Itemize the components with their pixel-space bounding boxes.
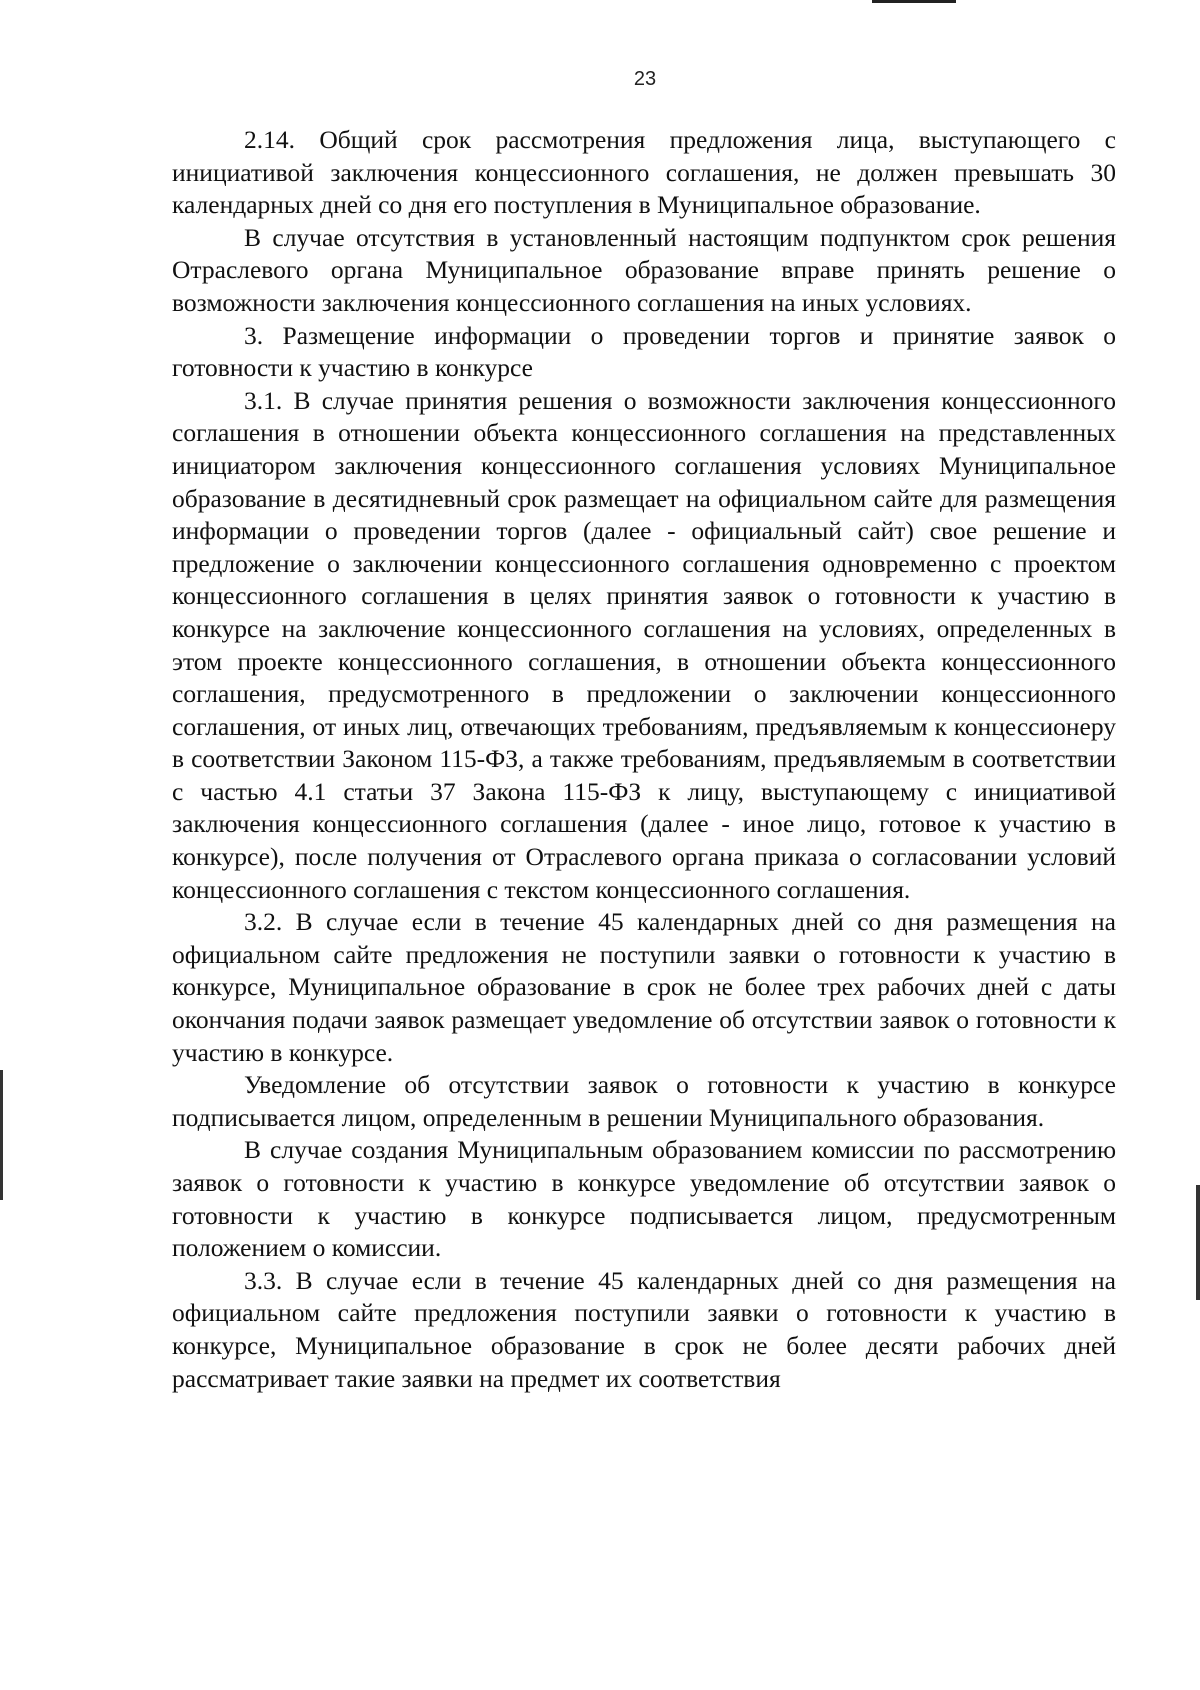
paragraph-3-2: 3.2. В случае если в течение 45 календарных дней со дня размещения на официальном сайте предложения не поступили заявки о готовности к участию в конкурсе, Муниципальное образование в срок не более трех рабочих дней с даты окончания подачи заявок размещает уведомление об отсутствии заявок о готовности к участию в конкурсе. — [172, 907, 1116, 1067]
paragraph-3-3: 3.3. В случае если в течение 45 календарных дней со дня размещения на официальном сайте предложения поступили заявки о готовности к участию в конкурсе, Муниципальное образование в срок не более десяти рабочих дней рассматривает такие заявки на предмет их соответствия — [172, 1265, 1116, 1393]
scan-edge-mark — [872, 0, 956, 3]
page-number: 23 — [633, 68, 657, 90]
paragraph-2-14: 2.14. Общий срок рассмотрения предложения лица, выступающего с инициативой заключения концессионного соглашения, не должен превышать 30 календарных дней со дня его поступления в Муниципальное образование. — [172, 125, 1116, 220]
paragraph-3-1: 3.1. В случае принятия решения о возможности заключения концессионного соглашения в отношении объекта концессионного соглашения на представленных инициатором заключения концессионного соглашения условиях Муниципальное образование в десятидневный срок размещает на официальном сайте для размещения информации о проведении торгов (далее - официальный сайт) свое решение и предложение о заключении концессионного соглашения одновременно с проектом концессионного соглашения в целях принятия заявок о готовности к участию в конкурсе на заключение концессионного соглашения на условиях, определенных в этом проекте концессионного соглашения, в отношении объекта концессионного соглашения, предусмотренного в предложении о заключении концессионного соглашения, от иных лиц, отвечающих требованиям, предъявляемым к концессионеру в соответствии Законом 115-ФЗ, а также требованиям, предъявляемым в соответствии с частью 4.1 статьи 37 Закона 115-ФЗ к лицу, выступающему с инициативой заключения концессионного соглашения (далее - иное лицо, готовое к участию в конкурсе), после получения от Отраслевого органа приказа о согласовании условий концессионного соглашения с текстом концессионного соглашения. — [172, 385, 1116, 904]
scan-edge-mark — [1196, 1185, 1200, 1300]
section-heading-3: 3. Размещение информации о проведении торгов и принятие заявок о готовности к участию в конкурсе — [172, 320, 1116, 383]
scan-edge-mark — [0, 1070, 3, 1200]
paragraph-2-14-continuation: В случае отсутствия в установленный настоящим подпунктом срок решения Отраслевого органа Муниципальное образование вправе принять решение о возможности заключения концессионного соглашения на иных условиях. — [172, 222, 1116, 317]
document-body — [172, 124, 1116, 1395]
paragraph-3-2-notice: Уведомление об отсутствии заявок о готовности к участию в конкурсе подписывается лицом, определенным в решении Муниципального образования. — [172, 1070, 1116, 1132]
paragraph-3-2-commission: В случае создания Муниципальным образованием комиссии по рассмотрению заявок о готовности к участию в конкурсе уведомление об отсутствии заявок о готовности к участию в конкурсе подписывается лицом, предусмотренным положением о комиссии. — [172, 1135, 1116, 1263]
